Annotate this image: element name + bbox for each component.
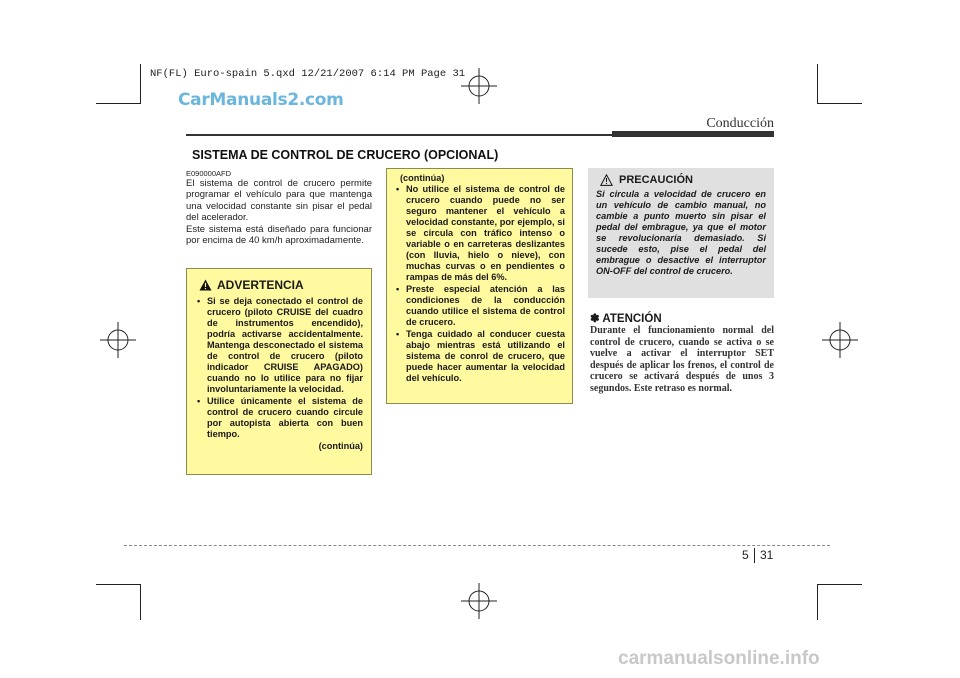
caution-title-text: PRECAUCIÓN [619, 174, 693, 186]
crop-mark [140, 584, 141, 620]
registration-mark-icon [461, 68, 497, 104]
reference-code: E090000AFD [186, 169, 232, 178]
registration-mark-icon [461, 583, 497, 619]
intro-text [186, 178, 372, 247]
warning-triangle-icon [199, 279, 212, 291]
footer-rule [124, 545, 830, 546]
notice-text: Durante el funcionamiento normal del control de crucero, cuando se activa o se vuelve a activar el interruptor SET después de aplicar los frenos, el control de crucero se activará después de unos 3 segundos. Este retraso es normal. [590, 325, 774, 394]
header-rule-thick [612, 131, 774, 137]
crop-mark [96, 584, 140, 585]
caution-triangle-icon [600, 174, 613, 186]
page-number: 31 [760, 548, 774, 562]
continuation-label: (continúa) [400, 173, 445, 183]
header-rule [186, 134, 612, 136]
caution-title [600, 174, 766, 186]
list-item: • Preste especial atención a las condiciones de la conducción cuando utilice el sistema de control de crucero. [394, 284, 565, 328]
registration-mark-icon [100, 322, 136, 358]
caution-text: Si circula a velocidad de crucero en un vehículo de cambio manual, no cambie a punto muerto sin pisar el pedal del embrague, ya que el motor se revolucionaría demasiado. Si sucede esto, pise el pedal del embrague o desactive el interruptor ON-OFF del control de crucero. [596, 189, 766, 276]
crop-mark [817, 64, 818, 104]
print-file-header: NF(FL) Euro-spain 5.qxd 12/21/2007 6:14 PM Page 31 [150, 68, 466, 80]
crop-mark [818, 103, 862, 104]
footer-watermark: carmanualsonline.info [618, 648, 820, 669]
warning-title-text: ADVERTENCIA [217, 278, 304, 292]
crop-mark [96, 103, 140, 104]
chapter-number: 5 [742, 548, 749, 562]
section-header: Conducción [706, 116, 774, 131]
list-item: • Tenga cuidado al conducer cuesta abajo mientras está utilizando el sistema de conrol de crucero, que puede hacer aumentar la velocidad del vehículo. [394, 329, 565, 384]
registration-mark-icon [822, 322, 858, 358]
notice-asterisk-icon: ✽ [590, 313, 600, 325]
caution-box [588, 168, 774, 298]
notice-title-text: ATENCIÓN [602, 313, 662, 325]
intro-paragraph: Este sistema está diseñado para funcionar por encima de 40 km/h aproximadamente. [186, 224, 372, 247]
list-item: • Utilice únicamente el sistema de control de crucero cuando circule por autopista abierta con buen tiempo. [195, 396, 363, 440]
continues-label: (continúa) [318, 441, 363, 451]
warning-box [186, 268, 372, 475]
site-watermark: CarManuals2.com [178, 90, 344, 110]
continuation-list [394, 184, 565, 384]
list-item: • No utilice el sistema de control de crucero cuando puede no ser seguro mantener el vehículo a velocidad constante, por ejemplo, si se circula con tráfico intenso o variable o en carreteras deslizantes (con lluvia, hielo o nieve), con muchas curvas o en pendientes o rampas de más del 6%. [394, 184, 565, 283]
warning-continuation-box [386, 168, 573, 404]
list-item: • Si se deja conectado el control de crucero (piloto CRUISE del cuadro de instrumentos encendido), podría activarse accidentalmente. Mantenga desconectado el sistema de control de crucero (piloto indicador CRUISE APAGADO) cuando no lo utilice para no fijar involuntariamente la velocidad. [195, 296, 363, 395]
crop-mark [817, 584, 818, 620]
intro-paragraph: El sistema de control de crucero permite programar el vehículo para que mantenga una velocidad constante sin pisar el pedal del acelerador. [186, 178, 372, 223]
warning-title [199, 278, 363, 292]
crop-mark [140, 64, 141, 104]
page-number-divider [754, 548, 755, 563]
warning-list [195, 296, 363, 440]
crop-mark [818, 584, 862, 585]
page-title: SISTEMA DE CONTROL DE CRUCERO (OPCIONAL) [192, 148, 499, 162]
notice-title [590, 311, 662, 325]
